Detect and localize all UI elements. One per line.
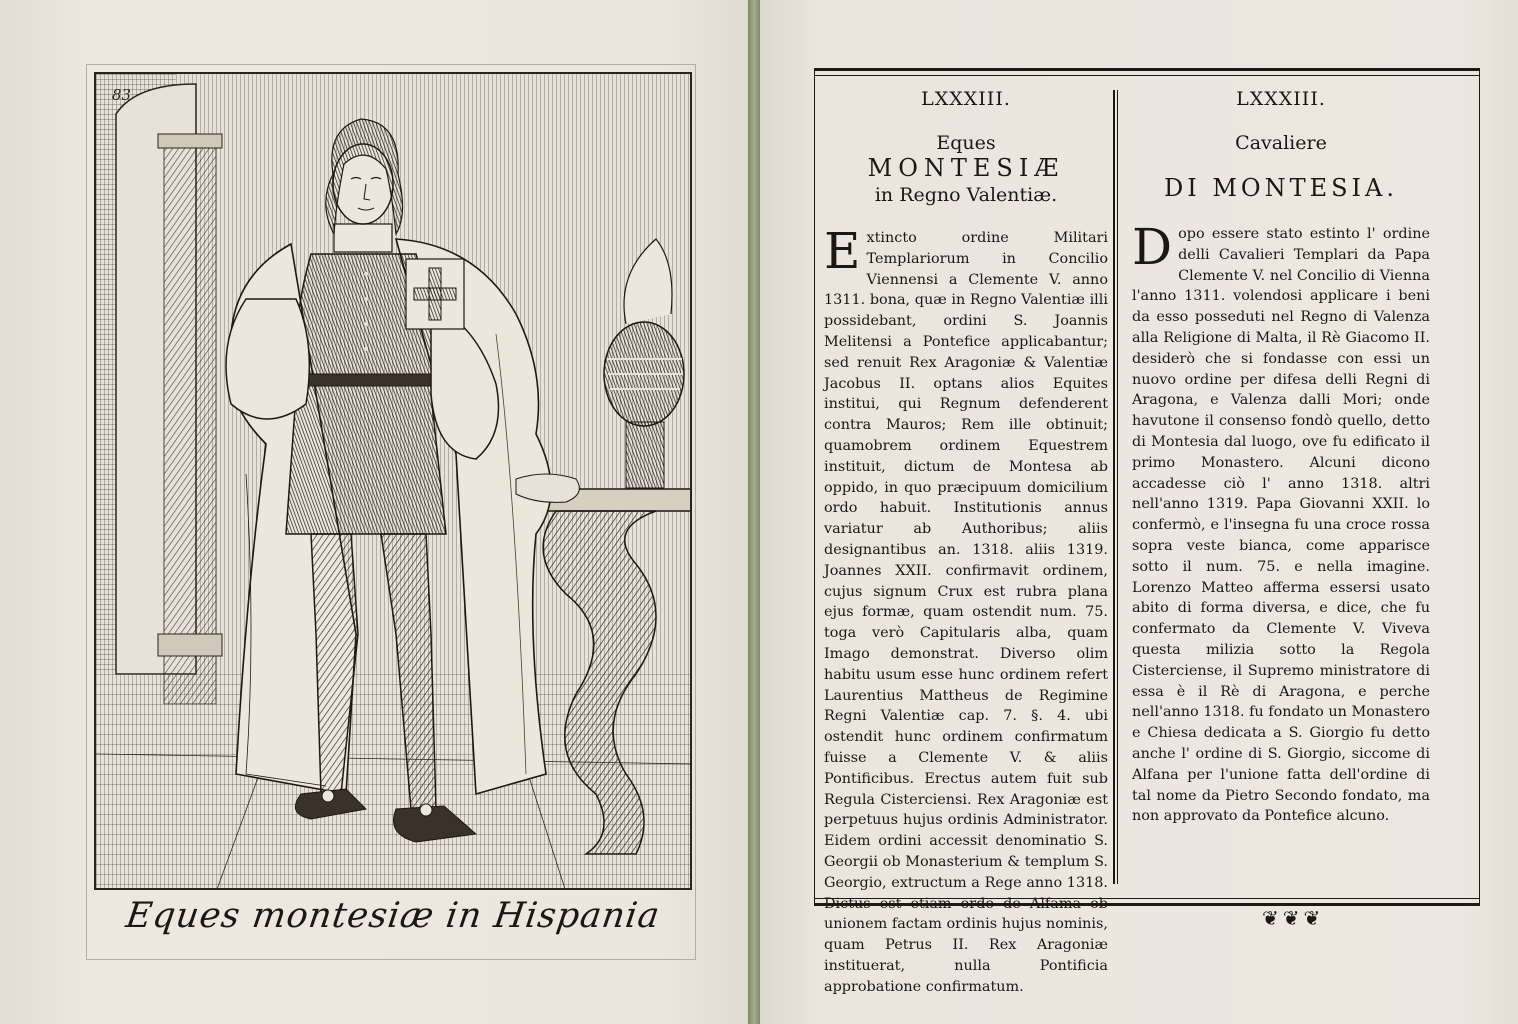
latin-title-line1: Eques xyxy=(936,132,996,154)
fleuron-ornament: ❦❦❦ xyxy=(1262,906,1325,930)
engraving-illustration xyxy=(94,72,692,890)
top-rule-thin xyxy=(814,75,1480,76)
latin-title-line3: in Regno Valentiæ. xyxy=(874,184,1058,206)
left-rule xyxy=(814,68,815,906)
right-page xyxy=(760,0,1518,1024)
text-frame xyxy=(814,68,1480,995)
latin-body: Extincto ordine Militari Templariorum in Concilio Viennensi a Clemente V. anno 1311. bona, quæ in Regno Valentiæ illi possidebant, ordini S. Joannis Melitensi a Pontefice applicabantur; sed renuit Rex Aragoniæ & Valentiæ Jacobus II. optans alios Equites institui, qui Regnum defenderent contra Mauros; Rem ille obtinuit; quamobrem ordinem Equestrem instituit, dictum de Montesa ab oppido, in quo præcipuum domicilium ordo habuit. Institutionis annus variatur ab Authoribus; aliis designantibus an. 1318. aliis 1319. Joannes XXII. confirmavit ordinem, cujus signum Crux est rubra plana ejus formæ, quam ostendit num. 75. toga verò Capitularis alba, quam Imago demonstrat. Diverso olim habitu usum esse hunc ordinem refert Laurentius Mattheus de Regimine Regni Valentiæ cap. 7. §. 4. ubi ostendit hunc ordinem confirmatum fuisse a Clemente V. & aliis Pontificibus. Erectus autem fuit sub Regula Cisterciensi. Rex Aragoniæ est perpetuus hujus ordinis Administrator. Eidem ordini accessit denominatio S. Georgii ob Monasterium & templum S. Georgio, extructum a Rege anno 1318. Dictus est etiam ordo de Alfama ob unionem factam ordinis hujus nominis, quam Petrus II. Rex Aragoniæ instituerat, nulla Pontificia approbatione confirmatum. xyxy=(824,222,1108,995)
left-page xyxy=(0,0,748,1024)
plate-number: 83 xyxy=(112,86,132,104)
knight-engraving-svg xyxy=(96,74,692,890)
italian-title-line2: DI MONTESIA. xyxy=(1163,174,1398,202)
engraving-caption: Eques montesiæ in Hispania xyxy=(123,896,663,936)
italian-column xyxy=(1132,86,1430,827)
italian-numeral: LXXXIII. xyxy=(1236,88,1326,110)
column-divider xyxy=(1113,90,1115,884)
book-gutter xyxy=(748,0,760,1024)
right-rule xyxy=(1479,68,1480,906)
italian-title-line1: Cavaliere xyxy=(1235,132,1327,154)
latin-numeral: LXXXIII. xyxy=(921,88,1011,110)
column-divider-thin xyxy=(1117,90,1118,884)
top-rule xyxy=(814,68,1480,71)
latin-title-line2: MONTESIÆ xyxy=(867,154,1065,182)
italian-body: Dopo essere stato estinto l' ordine delli Cavalieri Templari da Papa Clemente V. nel Concilio di Vienna l'anno 1311. volendosi applicare i beni da esso posseduti nel Regno di Valenza alla Religione di Malta, il Rè Giacomo II. desiderò che si fondasse con essi un nuovo ordine per difesa delli Regni di Aragona, e Valenza dalli Mori; onde havutone il consenso fondò quello, detto di Montesia dal luogo, ove fu edificato il primo Monastero. Alcuni dicono accadesse ciò l' anno 1318. altri nell'anno 1319. Papa Giovanni XXII. lo confermò, e l'insegna fu una croce rossa sopra veste bianca, come apparisce sotto il num. 75. e nella imagine. Lorenzo Matteo afferma essersi usato abito di forma diversa, e dice, che fu confermato da Clemente V. Viveva questa milizia sotto la Regola Cisterciense, il Supremo ministratore di essa è il Rè di Aragona, e perche nell'anno 1318. fu fondato un Monastero e Chiesa dedicata a S. Giorgio fu detto anche l' ordine di S. Giorgio, siccome di Alfana per l'unione fatta dell'ordine di tal nome da Pietro Secondo fondato, ma non approvato da Pontefice alcuno. xyxy=(1132,218,1430,825)
latin-column xyxy=(824,86,1108,997)
